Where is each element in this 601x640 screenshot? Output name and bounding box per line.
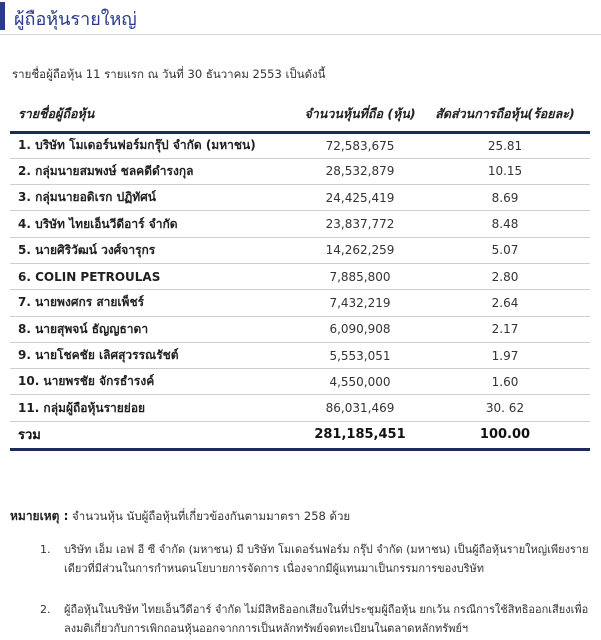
row-name: 6. COLIN PETROULAS	[10, 263, 300, 289]
row-name: 10. นายพรชัย จักรธำรงค์	[10, 369, 300, 395]
page-title: ผู้ถือหุ้นรายใหญ่	[14, 9, 137, 29]
row-name: 8. นายสุพจน์ ธัญญธาดา	[10, 316, 300, 342]
total-row	[10, 421, 590, 449]
row-percent: 10.15	[420, 158, 590, 184]
row-shares: 24,425,419	[300, 185, 420, 211]
title-divider	[0, 34, 601, 35]
header-percent: สัดส่วนการถือหุ้น(ร้อยละ)	[420, 98, 590, 132]
table-row	[10, 395, 590, 421]
row-shares: 72,583,675	[300, 132, 420, 158]
note-number: 1.	[40, 543, 51, 556]
row-shares: 23,837,772	[300, 211, 420, 237]
remark-label: หมายเหตุ :	[10, 509, 69, 523]
table-row	[10, 158, 590, 184]
table-row	[10, 316, 590, 342]
header-name: รายชื่อผู้ถือหุ้น	[10, 98, 300, 132]
table-row	[10, 290, 590, 316]
note-item	[40, 540, 590, 578]
row-name: 4. บริษัท ไทยเอ็นวีดีอาร์ จำกัด	[10, 211, 300, 237]
row-percent: 2.80	[420, 263, 590, 289]
row-percent: 1.97	[420, 342, 590, 368]
row-percent: 5.07	[420, 237, 590, 263]
row-shares: 7,885,800	[300, 263, 420, 289]
row-shares: 4,550,000	[300, 369, 420, 395]
table-row	[10, 369, 590, 395]
note-text: ผู้ถือหุ้นในบริษัท ไทยเอ็นวีดีอาร์ จำกัด ไม่มีสิทธิออกเสียงในที่ประชุมผู้ถือหุ้น ยกเว้น กรณีการใช้สิทธิออกเสียงเพื่อลงมติเกี่ยวกับการเพิกถอนหุ้นออกจากการเป็นหลักทรัพย์จดทะเบียนในตลาดหลักทรัพย์ฯ	[64, 603, 589, 635]
row-shares: 7,432,219	[300, 290, 420, 316]
row-name: 9. นายโชคชัย เลิศสุวรรณรัชต์	[10, 342, 300, 368]
title-accent-bar	[0, 2, 5, 30]
note-item	[40, 600, 590, 638]
row-shares: 5,553,051	[300, 342, 420, 368]
table-row	[10, 342, 590, 368]
row-name: 11. กลุ่มผู้ถือหุ้นรายย่อย	[10, 395, 300, 421]
row-name: 2. กลุ่มนายสมพงษ์ ชลคดีดำรงกุล	[10, 158, 300, 184]
row-percent: 8.69	[420, 185, 590, 211]
row-percent: 30. 62	[420, 395, 590, 421]
note-text: บริษัท เอ็ม เอฟ อี ซี จำกัด (มหาชน) มี บริษัท โมเดอร์นฟอร์ม กรุ๊ป จำกัด (มหาชน) เป็นผู้ถือหุ้นรายใหญ่เพียงรายเดียวที่มีส่วนในการกำหนดนโยบายการจัดการ เนื่องจากมีผู้แทนมาเป็นกรรมการของบริษัท	[64, 543, 589, 575]
total-label: รวม	[10, 421, 300, 449]
table-row	[10, 237, 590, 263]
remark-text: จำนวนหุ้น นับผู้ถือหุ้นที่เกี่ยวข้องกันตามมาตรา 258 ด้วย	[68, 509, 351, 523]
table-row	[10, 132, 590, 158]
table-row	[10, 185, 590, 211]
table-row	[10, 211, 590, 237]
page-header	[0, 2, 601, 36]
row-percent: 2.64	[420, 290, 590, 316]
table-header-row	[10, 98, 590, 132]
row-shares: 86,031,469	[300, 395, 420, 421]
row-name: 7. นายพงศกร สายเพ็ชร์	[10, 290, 300, 316]
total-shares: 281,185,451	[300, 421, 420, 449]
note-number: 2.	[40, 603, 51, 616]
row-percent: 2.17	[420, 316, 590, 342]
notes-list	[40, 540, 590, 638]
row-name: 1. บริษัท โมเดอร์นฟอร์มกรุ๊ป จำกัด (มหาชน)	[10, 132, 300, 158]
intro-text: รายชื่อผู้ถือหุ้น 11 รายแรก ณ วันที่ 30 ธันวาคม 2553 เป็นดังนี้	[12, 67, 326, 81]
row-percent: 8.48	[420, 211, 590, 237]
row-shares: 28,532,879	[300, 158, 420, 184]
row-name: 3. กลุ่มนายอดิเรก ปฏิทัศน์	[10, 185, 300, 211]
row-percent: 25.81	[420, 132, 590, 158]
row-shares: 14,262,259	[300, 237, 420, 263]
table-row	[10, 263, 590, 289]
shareholders-table	[10, 98, 590, 451]
header-shares: จำนวนหุ้นที่ถือ (หุ้น)	[300, 98, 420, 132]
row-shares: 6,090,908	[300, 316, 420, 342]
row-name: 5. นายศิริวัฒน์ วงศ์จารุกร	[10, 237, 300, 263]
total-percent: 100.00	[420, 421, 590, 449]
remark	[10, 507, 350, 526]
row-percent: 1.60	[420, 369, 590, 395]
